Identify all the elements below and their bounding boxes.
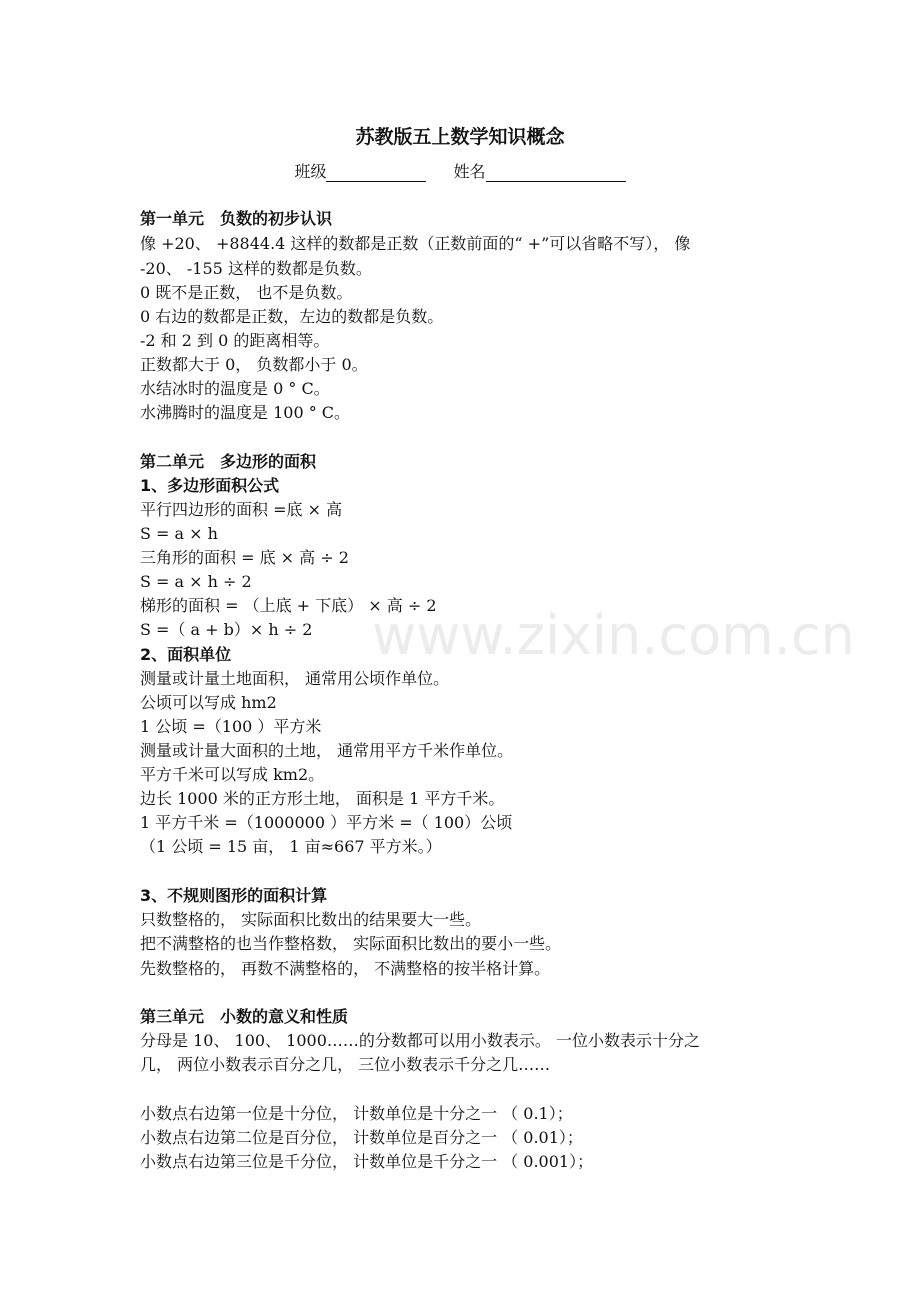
text-line: 梯形的面积 = （上底 + 下底） × 高 ÷ 2 bbox=[140, 596, 437, 615]
text-line: S =（ a + b）× h ÷ 2 bbox=[140, 620, 313, 639]
heading-unit-3: 第三单元 小数的意义和性质 bbox=[140, 1007, 349, 1026]
text-line: 把不满整格的也当作整格数， 实际面积比数出的要小一些。 bbox=[140, 934, 562, 953]
subheading: 1、多边形面积公式 bbox=[140, 476, 280, 495]
class-label: 班级 bbox=[294, 162, 327, 181]
text-line: -20、 -155 这样的数都是负数。 bbox=[140, 259, 372, 278]
text-line: 1 平方千米 =（1000000 ）平方米 =（ 100）公顷 bbox=[140, 813, 513, 832]
text-line: 三角形的面积 = 底 × 高 ÷ 2 bbox=[140, 548, 349, 567]
name-label: 姓名 bbox=[453, 162, 486, 181]
text-line: S = a × h bbox=[140, 524, 218, 543]
watermark: www.zixin.com.cn bbox=[372, 604, 855, 667]
text-line: 小数点右边第三位是千分位， 计数单位是千分之一 （ 0.001）； bbox=[140, 1152, 594, 1171]
heading-unit-1: 第一单元 负数的初步认识 bbox=[140, 209, 333, 228]
text-line: 平方千米可以写成 km2。 bbox=[140, 765, 325, 784]
text-line: 像 +20、 +8844.4 这样的数都是正数（正数前面的“ +”可以省略不写）， 像 bbox=[140, 234, 691, 253]
text-line: （1 公顷 = 15 亩， 1 亩≈667 平方米。） bbox=[140, 837, 442, 856]
text-line: 小数点右边第二位是百分位， 计数单位是百分之一 （ 0.01）； bbox=[140, 1128, 583, 1147]
text-line: 公顷可以写成 hm2 bbox=[140, 693, 277, 712]
text-line: 1 公顷 =（100 ）平方米 bbox=[140, 717, 322, 736]
class-blank[interactable] bbox=[326, 163, 426, 182]
text-line: S = a × h ÷ 2 bbox=[140, 572, 252, 591]
text-line: 边长 1000 米的正方形土地， 面积是 1 平方千米。 bbox=[140, 789, 505, 808]
subheading: 2、面积单位 bbox=[140, 645, 232, 664]
text-line: 正数都大于 0， 负数都小于 0。 bbox=[140, 355, 368, 374]
subheading: 3、不规则图形的面积计算 bbox=[140, 886, 328, 905]
text-line: 测量或计量大面积的土地， 通常用平方千米作单位。 bbox=[140, 741, 514, 760]
class-name-line bbox=[140, 159, 780, 182]
document-title: 苏教版五上数学知识概念 bbox=[355, 126, 565, 148]
text-line: -2 和 2 到 0 的距离相等。 bbox=[140, 331, 330, 350]
text-line: 0 右边的数都是正数，左边的数都是负数。 bbox=[140, 307, 444, 326]
heading-unit-2: 第二单元 多边形的面积 bbox=[140, 452, 317, 471]
text-line: 水结冰时的温度是 0 ° C。 bbox=[140, 379, 330, 398]
text-line: 几， 两位小数表示百分之几， 三位小数表示千分之几…… bbox=[140, 1055, 551, 1074]
text-line: 平行四边形的面积 =底 × 高 bbox=[140, 500, 343, 519]
name-blank[interactable] bbox=[486, 163, 626, 182]
text-line: 水沸腾时的温度是 100 ° C。 bbox=[140, 403, 351, 422]
text-line: 先数整格的， 再数不满整格的， 不满整格的按半格计算。 bbox=[140, 959, 551, 978]
text-line: 0 既不是正数， 也不是负数。 bbox=[140, 283, 353, 302]
text-line: 只数整格的， 实际面积比数出的结果要大一些。 bbox=[140, 910, 482, 929]
text-line: 测量或计量土地面积， 通常用公顷作单位。 bbox=[140, 669, 450, 688]
text-line: 小数点右边第一位是十分位， 计数单位是十分之一 （ 0.1）； bbox=[140, 1104, 573, 1123]
text-line: 分母是 10、 100、 1000……的分数都可以用小数表示。 一位小数表示十分之 bbox=[140, 1031, 700, 1050]
